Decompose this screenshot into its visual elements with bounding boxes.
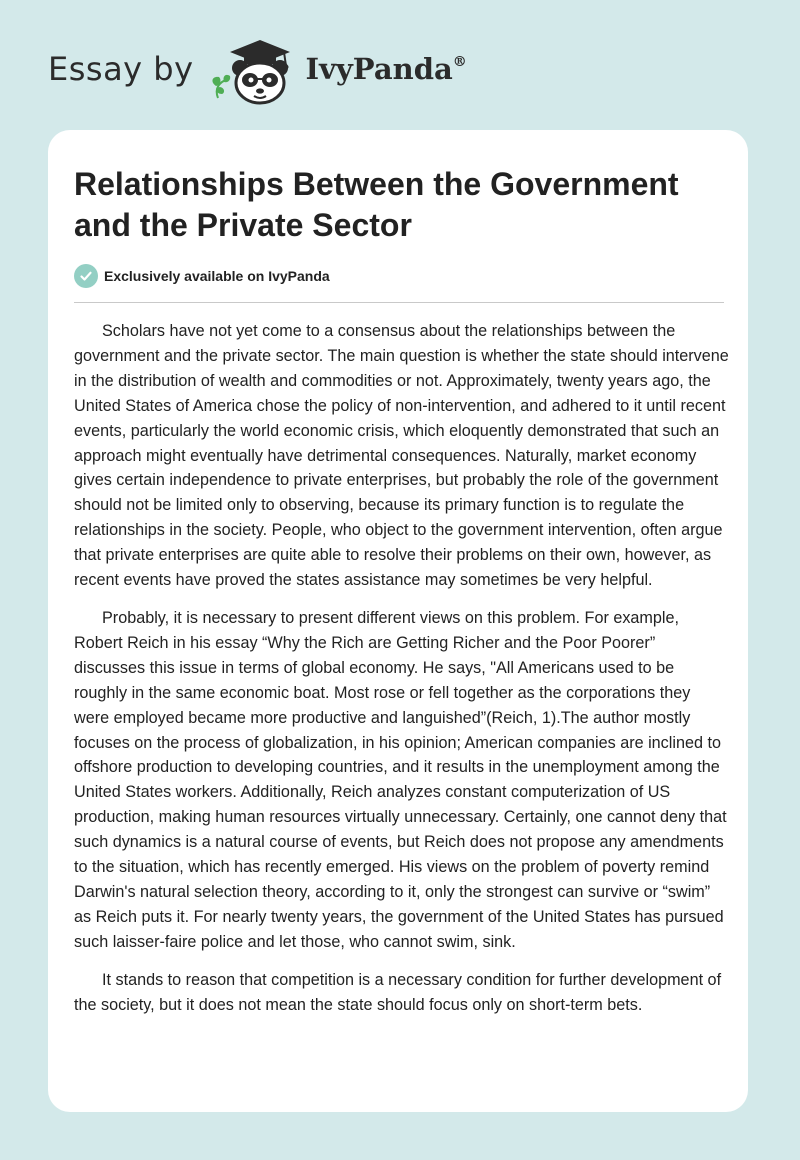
brand-name[interactable]: IvyPanda® (305, 52, 467, 86)
essay-title: Relationships Between the Government and the Private Sector (74, 166, 679, 243)
paragraph: Scholars have not yet come to a consensus about the relationships between the government and the private sector. The main question is whether the state should intervene in the distribution of wealth and commodities or not. Approximately, twenty years ago, the United States of America chose the policy of non-intervention, and adhered to it until recent events, particularly the world economic crisis, which eloquently demonstrated that such an approach might eventually have detrimental consequences. Naturally, market economy gives certain independence to private enterprises, but probably the role of the government should not be limited only to observing, because its primary function is to regulate the relationships in the society. People, who object to the government intervention, often argue that private enterprises are quite able to resolve their problems on their own, however, as recent events have proved the states assistance may sometimes be very helpful. (74, 322, 729, 590)
check-icon (74, 264, 98, 288)
panda-logo-icon[interactable] (210, 36, 302, 106)
registered-mark: ® (452, 54, 467, 70)
divider (74, 302, 724, 303)
essay-body (74, 319, 729, 1030)
site-header (48, 36, 467, 106)
badge-label: Exclusively available on IvyPanda (104, 268, 330, 284)
essay-by-label: Essay by (48, 50, 194, 88)
paragraph: It stands to reason that competition is a necessary condition for further development of the society, but it does not mean the state should focus only on short-term bets. (74, 970, 722, 1014)
paragraph: Probably, it is necessary to present different views on this problem. For example, Robert Reich in his essay “Why the Rich are Getting Richer and the Poor Poorer” discusses this issue in terms of global economy. He says, "All Americans used to be roughly in the same economic boat. Most rose or fell together as the corporations they were employed became more productive and languished”(Reich, 1).The author mostly focuses on the process of globalization, in his opinion; American companies are inclined to offshore production to developing countries, and it results in the unemployment among the United States workers. Additionally, Reich analyzes constant computerization of US production, making human resources virtually unnecessary. Certainly, one cannot deny that such dynamics is a natural course of events, but Reich does not propose any amendments to the situation, which has recently emerged. His views on the problem of poverty remind Darwin's natural selection theory, according to it, only the strongest can survive or “swim” as Reich puts it. For nearly twenty years, the government of the United States has pursued such laisser-faire police and let those, who cannot swim, sink. (74, 608, 727, 951)
essay-card (48, 130, 748, 1112)
exclusive-badge (74, 264, 330, 288)
